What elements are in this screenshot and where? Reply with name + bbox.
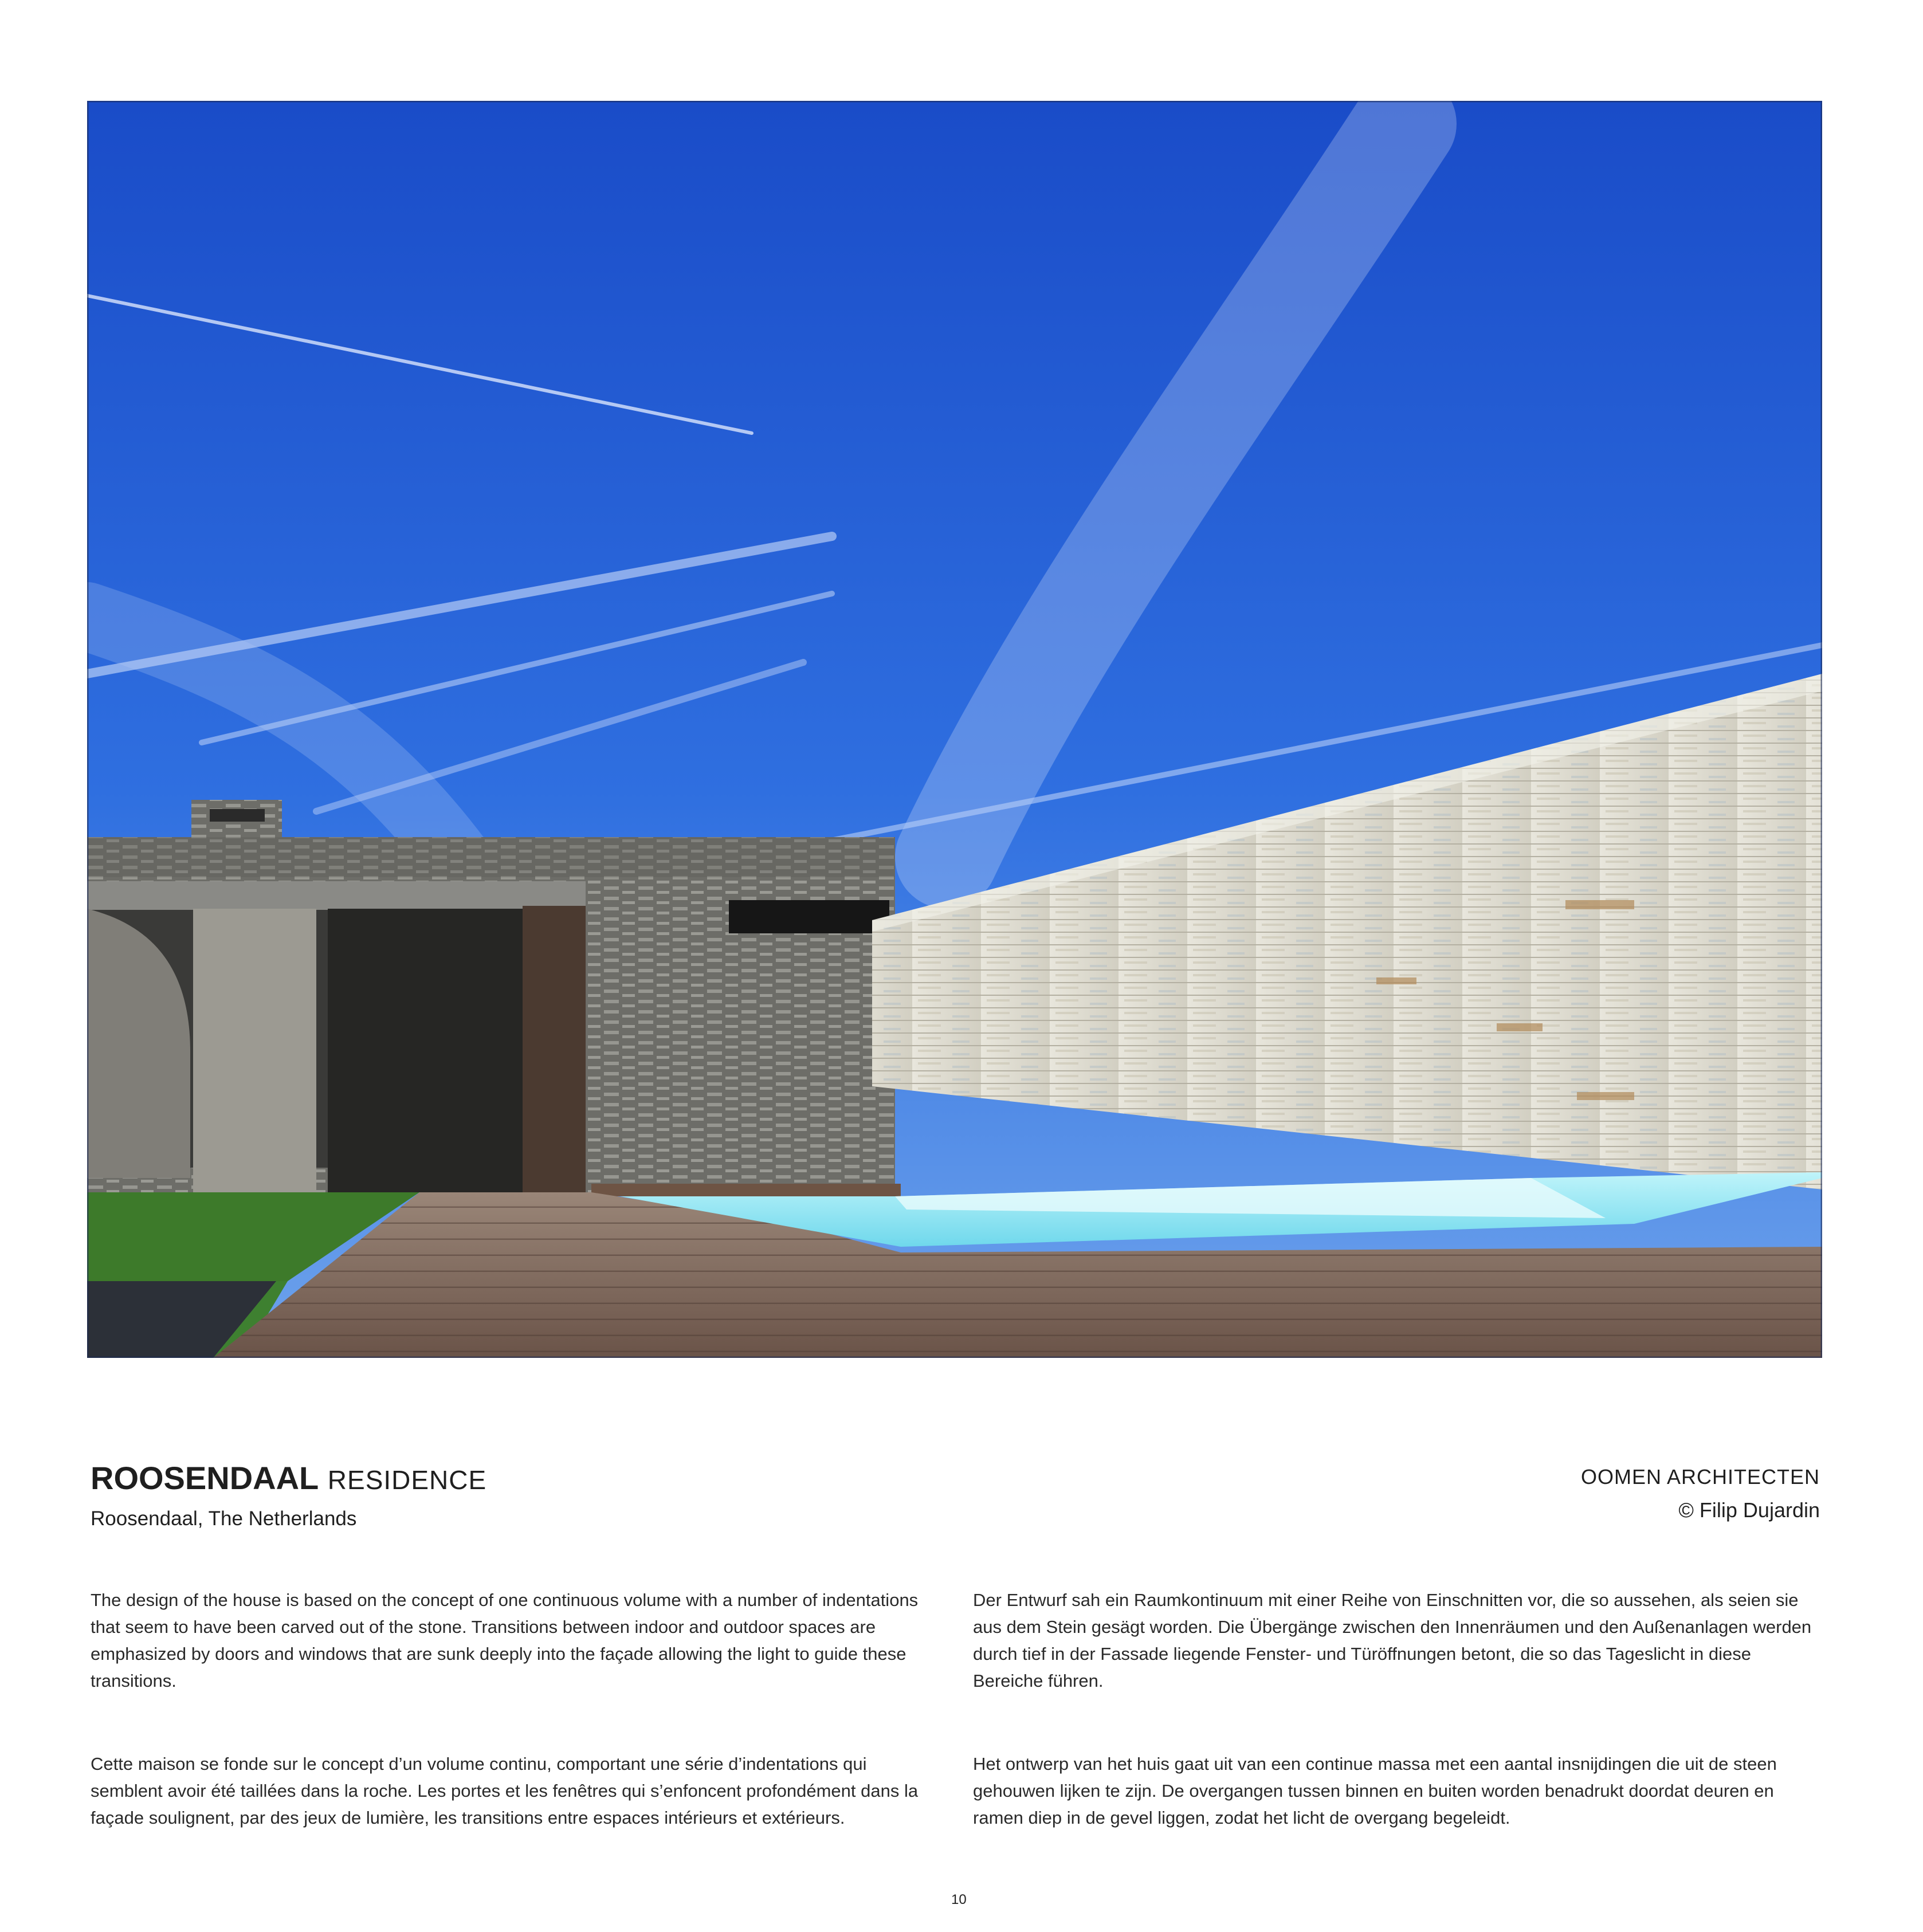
architect-name: OOMEN ARCHITECTEN <box>1580 1465 1820 1489</box>
project-title <box>91 1460 486 1498</box>
project-location: Roosendaal, The Netherlands <box>91 1507 357 1530</box>
project-title-bold: ROOSENDAAL <box>91 1460 319 1496</box>
description-french: Cette maison se fonde sur le concept d’un volume continu, comportant une série d’indentations qui semblent avoir été taillées dans la roche. Les portes et les fenêtres qui s’enfoncent profondément dans la façade soulignent, par des jeux de lumière, les transitions entre espaces intérieurs et extérieurs. <box>91 1754 919 1828</box>
description-english: The design of the house is based on the concept of one continuous volume with a number of indentations that seem to have been carved out of the stone. Transitions between indoor and outdoor spaces are emphasized by doors and windows that are sunk deeply into the façade allowing the light to guide these transitions. <box>91 1590 919 1691</box>
page-number: 10 <box>951 1892 967 1907</box>
architecture-photo <box>87 101 1822 1358</box>
photo-credit: © Filip Dujardin <box>1678 1498 1820 1522</box>
project-header <box>91 1460 486 1532</box>
description-german: Der Entwurf sah ein Raumkontinuum mit einer Reihe von Einschnitten vor, die so aussehen, als seien sie aus dem Stein gesägt worden. Die Übergänge zwischen den Innenräumen und den Außenanlagen werden durch tief in der Fassade liegende Fenster- und Türöffnungen betont, die so das Tageslicht in diese Bereiche führen. <box>973 1590 1812 1691</box>
credits <box>1581 1464 1820 1523</box>
description-dutch: Het ontwerp van het huis gaat uit van een continue massa met een aantal insnijdingen die uit de steen gehouwen lijken te zijn. De overgangen tussen binnen en buiten worden benadrukt doordat deuren en ramen diep in de gevel liggen, zodat het licht de overgang begeleidt. <box>973 1754 1777 1828</box>
project-title-light: RESIDENCE <box>327 1465 487 1495</box>
house-pool-illustration <box>87 101 1822 1358</box>
